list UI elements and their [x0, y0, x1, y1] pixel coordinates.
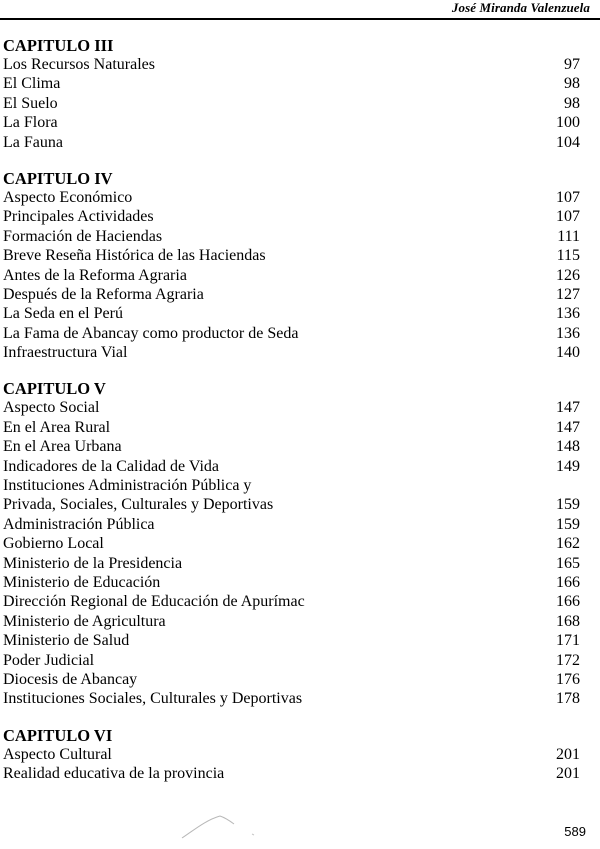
- toc-entry-title: Ministerio de Agricultura: [3, 612, 166, 630]
- toc-entry-page: 126: [556, 266, 580, 284]
- toc-entry: [3, 418, 580, 437]
- toc-entry: [3, 55, 580, 74]
- toc-entry-page: 162: [556, 535, 580, 553]
- toc-entry-title: Dirección Regional de Educación de Apurímac: [3, 593, 305, 611]
- toc-entry-page: 168: [556, 612, 580, 630]
- toc-chapter: [3, 169, 580, 363]
- toc-entry-page: 159: [556, 515, 580, 533]
- toc-entry-page: 115: [556, 247, 580, 265]
- toc-entry-title: Breve Reseña Histórica de las Haciendas: [3, 247, 266, 265]
- toc-entry-title: Aspecto Cultural: [3, 745, 112, 763]
- toc-entry: [3, 764, 580, 783]
- toc-entry-title: Diocesis de Abancay: [3, 670, 138, 688]
- toc-entry: [3, 437, 580, 456]
- toc-entry: [3, 343, 580, 362]
- toc-entry-page: 171: [556, 632, 580, 650]
- toc-entry-page: 107: [556, 188, 580, 206]
- toc-entry: [3, 304, 580, 323]
- toc-entry-page: 147: [556, 418, 580, 436]
- running-head: José Miranda Valenzuela: [451, 0, 590, 15]
- toc-entry: [3, 554, 580, 573]
- toc-entry-title: La Seda en el Perú: [3, 305, 123, 323]
- toc-entry-title: Formación de Haciendas: [3, 227, 163, 245]
- toc-entry-title: Ministerio de la Presidencia: [3, 554, 183, 572]
- toc-entry-title: Poder Judicial: [3, 651, 95, 669]
- toc-entry-title: La Fauna: [3, 133, 63, 151]
- toc-entry-page: 172: [556, 651, 580, 669]
- table-of-contents: [3, 36, 580, 801]
- chapter-heading: CAPITULO VI: [3, 725, 113, 745]
- toc-entry-page: 127: [556, 285, 580, 303]
- toc-entry: [3, 573, 580, 592]
- toc-entry-title: Los Recursos Naturales: [3, 56, 155, 73]
- toc-entry: [3, 285, 580, 304]
- toc-chapter: [3, 726, 580, 784]
- toc-entry-page: 100: [556, 114, 580, 132]
- toc-entry: [3, 515, 580, 534]
- toc-entry-page: 166: [556, 573, 580, 591]
- toc-entry-title: El Suelo: [3, 94, 58, 112]
- toc-entry-page: 165: [556, 554, 580, 572]
- toc-entry-page: 98: [564, 75, 580, 93]
- toc-entry-page: 136: [556, 324, 580, 342]
- toc-entry-title: Aspecto Social: [3, 399, 100, 417]
- toc-entry-title: La Flora: [3, 114, 58, 132]
- toc-entry-page: 166: [556, 593, 580, 611]
- toc-entry-title: Después de la Reforma Agraria: [3, 285, 204, 303]
- chapter-heading: CAPITULO IV: [3, 168, 113, 188]
- toc-entry-page: 98: [564, 94, 580, 112]
- toc-entry: [3, 133, 580, 152]
- toc-entry: [3, 188, 580, 207]
- toc-entry: [3, 612, 580, 631]
- toc-entry-title: Administración Pública: [3, 515, 155, 533]
- toc-entry: [3, 457, 580, 476]
- toc-entry-title: La Fama de Abancay como productor de Seda: [3, 324, 299, 342]
- toc-entry: [3, 495, 580, 514]
- toc-entry-title: El Clima: [3, 75, 61, 93]
- toc-entry: [3, 476, 580, 495]
- toc-entry-page: 136: [556, 305, 580, 323]
- toc-entry-title: Infraestructura Vial: [3, 344, 128, 362]
- toc-entry-title: Ministerio de Educación: [3, 573, 161, 591]
- toc-entry-title: Gobierno Local: [3, 535, 104, 553]
- toc-entry-title: Aspecto Económico: [3, 188, 133, 206]
- toc-entry: [3, 227, 580, 246]
- toc-entry: [3, 113, 580, 132]
- toc-entry-title: Instituciones Sociales, Culturales y Deportivas: [3, 690, 303, 708]
- toc-entry-page: 201: [556, 745, 580, 763]
- toc-entry: [3, 207, 580, 226]
- toc-entry-title: Indicadores de la Calidad de Vida: [3, 457, 219, 475]
- toc-entry-page: 107: [556, 208, 580, 226]
- chapter-heading: CAPITULO V: [3, 379, 106, 399]
- toc-entry: [3, 246, 580, 265]
- toc-entry-page: 176: [556, 670, 580, 688]
- toc-entry: [3, 592, 580, 611]
- toc-entry-page: 178: [556, 690, 580, 708]
- toc-entry-page: 201: [556, 765, 580, 783]
- toc-entry-title: Realidad educativa de la provincia: [3, 765, 225, 783]
- toc-chapter: [3, 36, 580, 152]
- toc-entry: [3, 651, 580, 670]
- toc-entry-page: 147: [556, 399, 580, 417]
- toc-entry-title: Ministerio de Salud: [3, 632, 130, 650]
- toc-entry-page: 148: [556, 438, 580, 456]
- toc-entry: [3, 670, 580, 689]
- chapter-heading: CAPITULO III: [3, 36, 114, 55]
- toc-entry-page: 97: [564, 56, 580, 73]
- toc-entry-page: 159: [556, 496, 580, 514]
- toc-entry: [3, 324, 580, 343]
- toc-entry: [3, 266, 580, 285]
- toc-chapter: [3, 379, 580, 708]
- page-smudge: [180, 812, 260, 842]
- toc-entry-title: Instituciones Administración Pública y: [3, 477, 252, 495]
- toc-entry-page: 111: [557, 227, 580, 245]
- toc-entry-title: En el Area Urbana: [3, 438, 122, 456]
- toc-entry: [3, 74, 580, 93]
- toc-entry-title: Privada, Sociales, Culturales y Deportivas: [3, 496, 274, 514]
- toc-entry-page: 104: [556, 133, 580, 151]
- toc-entry-page: 149: [556, 457, 580, 475]
- toc-entry-page: 140: [556, 344, 580, 362]
- toc-entry: [3, 398, 580, 417]
- toc-entry: [3, 94, 580, 113]
- page-number: 589: [564, 824, 586, 839]
- toc-entry: [3, 631, 580, 650]
- toc-entry: [3, 534, 580, 553]
- header-rule: [0, 18, 600, 20]
- toc-entry: [3, 689, 580, 708]
- toc-entry: [3, 745, 580, 764]
- toc-entry-title: Antes de la Reforma Agraria: [3, 266, 187, 284]
- toc-entry-title: En el Area Rural: [3, 418, 111, 436]
- toc-entry-title: Principales Actividades: [3, 208, 154, 226]
